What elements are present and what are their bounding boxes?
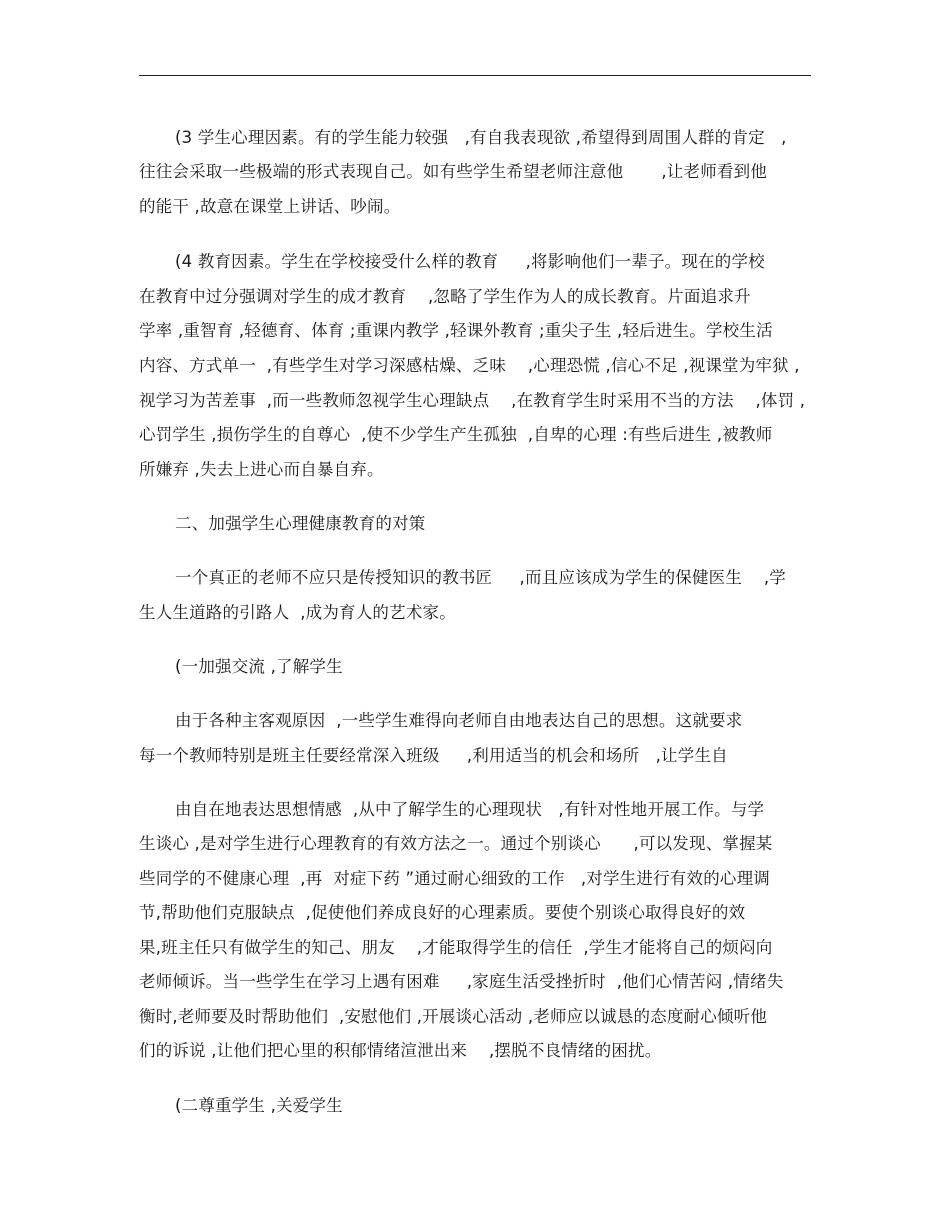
- para-edu-line-4: 内容、方式单一 ,有些学生对学习深感枯燥、乏味 ,心理恐慌 ,信心不足 ,视课堂为牢狱 ,: [139, 356, 800, 375]
- para-edu-line-7: 所嫌弃 ,失去上进心而自暴自弃。: [139, 460, 384, 479]
- subheading-respect: (二尊重学生 ,关爱学生: [175, 1096, 343, 1115]
- para-talk-line-7: 衡时,老师要及时帮助他们 ,安慰他们 ,开展谈心活动 ,老师应以诚恳的态度耐心倾听他: [139, 1007, 768, 1026]
- para-psych-line-3: 的能干 ,故意在课堂上讲话、吵闹。: [139, 197, 401, 216]
- subheading-communication: (一加强交流 ,了解学生: [175, 657, 343, 676]
- para-talk-line-1: 由自在地表达思想情感 ,从中了解学生的心理现状 ,有针对性地开展工作。与学: [175, 800, 765, 819]
- para-comm-line-2: 每一个教师特别是班主任要经常深入班级 ,利用适当的机会和场所 ,让学生自: [139, 746, 728, 765]
- para-psych-line-1: (3 学生心理因素。有的学生能力较强 ,有自我表现欲 ,希望得到周围人群的肯定 ,: [175, 128, 787, 147]
- para-teacher-line-1: 一个真正的老师不应只是传授知识的教书匠 ,而且应该成为学生的保健医生 ,学: [175, 568, 786, 587]
- para-edu-line-3: 学率 ,重智育 ,轻德育、体育 ;重课内教学 ,轻课外教育 ;重尖子生 ,轻后进生。学校生活: [139, 321, 773, 340]
- para-comm-line-1: 由于各种主客观原因 ,一些学生难得向老师自由地表达自己的思想。这就要求: [175, 711, 743, 730]
- section-heading: 二、加强学生心理健康教育的对策: [175, 514, 426, 533]
- header-rule: [139, 75, 811, 76]
- para-talk-line-2: 生谈心 ,是对学生进行心理教育的有效方法之一。通过个别谈心 ,可以发现、掌握某: [139, 834, 773, 853]
- para-edu-line-5: 视学习为苦差事 ,而一些教师忽视学生心理缺点 ,在教育学生时采用不当的方法 ,体罚 ,: [139, 391, 806, 410]
- para-teacher-line-2: 生人生道路的引路人 ,成为育人的艺术家。: [139, 603, 456, 622]
- para-talk-line-4: 节,帮助他们克服缺点 ,促使他们养成良好的心理素质。要使个别谈心取得良好的效: [139, 903, 746, 922]
- para-edu-line-1: (4 教育因素。学生在学校接受什么样的教育 ,将影响他们一辈子。现在的学校: [175, 252, 765, 271]
- para-talk-line-8: 们的诉说 ,让他们把心里的积郁情绪渲泄出来 ,摆脱不良情绪的困扰。: [139, 1041, 662, 1060]
- para-talk-line-3: 些同学的不健康心理 ,再 对症下药 ”通过耐心细致的工作 ,对学生进行有效的心理调: [139, 869, 770, 888]
- para-edu-line-2: 在教育中过分强调对学生的成才教育 ,忽略了学生作为人的成长教育。片面追求升: [139, 287, 751, 306]
- para-edu-line-6: 心罚学生 ,损伤学生的自尊心 ,使不少学生产生孤独 ,自卑的心理 :有些后进生 ,被教师: [139, 425, 773, 444]
- para-talk-line-6: 老师倾诉。当一些学生在学习上遇有困难 ,家庭生活受挫折时 ,他们心情苦闷 ,情绪失: [139, 972, 784, 991]
- para-psych-line-2: 往往会采取一些极端的形式表现自己。如有些学生希望老师注意他 ,让老师看到他: [139, 162, 768, 181]
- para-talk-line-5: 果,班主任只有做学生的知己、朋友 ,才能取得学生的信任 ,学生才能将自己的烦闷向: [139, 938, 773, 957]
